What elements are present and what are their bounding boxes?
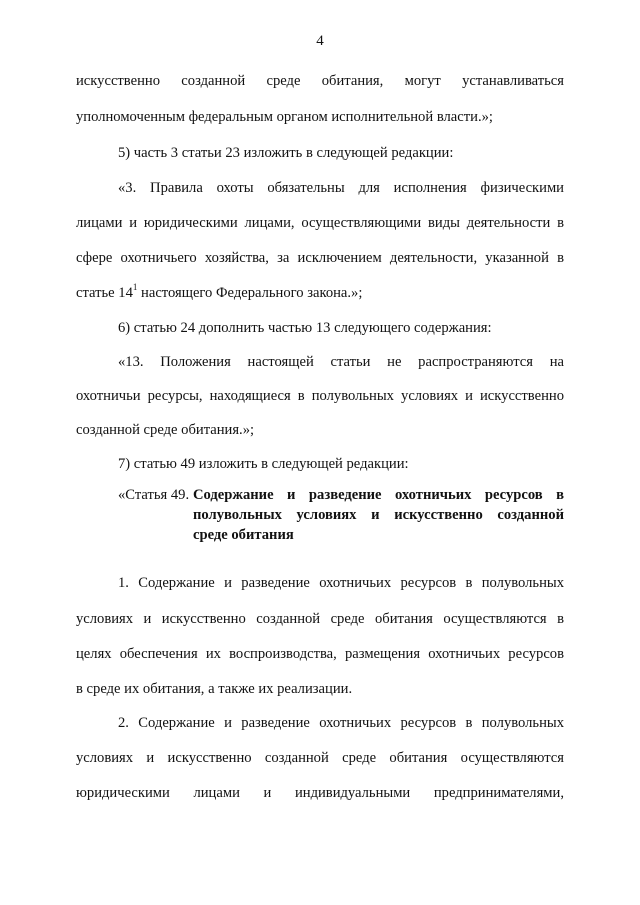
paragraph-line: в среде их обитания, а также их реализации.	[76, 681, 353, 697]
paragraph-line: сфере охотничьего хозяйства, за исключением деятельности, указанной в	[76, 250, 564, 266]
superscript: 1	[132, 282, 138, 293]
paragraph-line: 1. Содержание и разведение охотничьих ресурсов в полувольных	[118, 575, 564, 591]
article-heading-line: Содержание и разведение охотничьих ресурсов в	[193, 487, 564, 503]
paragraph-line: «3. Правила охоты обязательны для исполнения физическими	[118, 180, 564, 196]
page-number: 4	[316, 33, 324, 49]
paragraph-line: 7) статью 49 изложить в следующей редакции:	[118, 456, 409, 472]
paragraph-line: охотничьи ресурсы, находящиеся в полувольных условиях и искусственно	[76, 388, 564, 404]
paragraph-line: юридическими лицами и индивидуальными предпринимателями,	[76, 785, 564, 801]
paragraph-line: лицами и юридическими лицами, осуществляющими виды деятельности в	[76, 215, 564, 231]
paragraph-line	[76, 284, 564, 302]
text-fragment: настоящего Федерального закона.»;	[137, 285, 363, 301]
paragraph-line: 5) часть 3 статьи 23 изложить в следующей редакции:	[118, 145, 454, 161]
article-heading-line: полувольных условиях и искусственно созданной	[193, 507, 564, 523]
paragraph-line: условиях и искусственно созданной среде обитания осуществляются в	[76, 611, 564, 627]
paragraph-line: условиях и искусственно созданной среде обитания осуществляются	[76, 750, 564, 766]
paragraph-line: «13. Положения настоящей статьи не распространяются на	[118, 354, 564, 370]
paragraph-line: уполномоченным федеральным органом исполнительной власти.»;	[76, 109, 493, 125]
paragraph-line: созданной среде обитания.»;	[76, 422, 255, 438]
paragraph-line: 6) статью 24 дополнить частью 13 следующего содержания:	[118, 320, 492, 336]
article-heading-lead: «Статья 49.	[118, 487, 190, 503]
paragraph-line: 2. Содержание и разведение охотничьих ресурсов в полувольных	[118, 715, 564, 731]
article-reference: статье 14	[76, 285, 133, 301]
paragraph-line: целях обеспечения их воспроизводства, размещения охотничьих ресурсов	[76, 646, 564, 662]
paragraph-line: искусственно созданной среде обитания, могут устанавливаться	[76, 73, 564, 89]
article-heading-line: среде обитания	[193, 527, 294, 543]
